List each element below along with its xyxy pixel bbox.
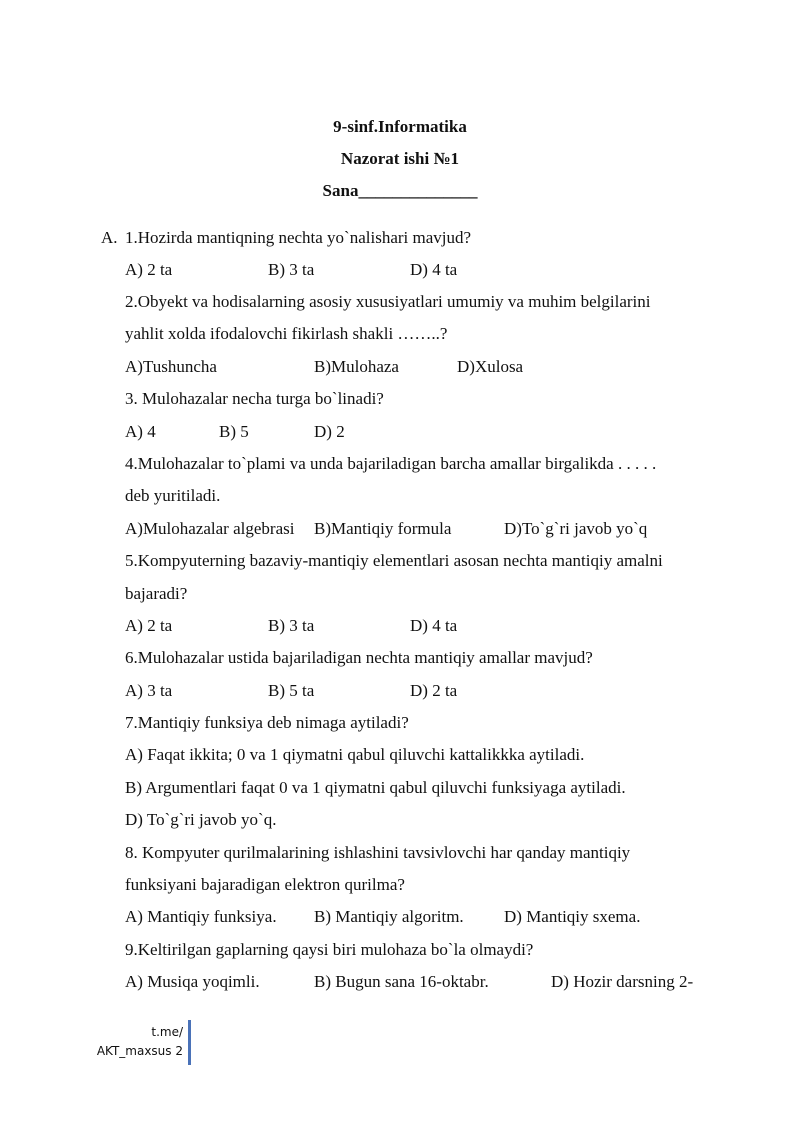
question-4-option-b: B)Mantiqiy formula	[314, 519, 452, 538]
question-2-option-a: A)Tushuncha	[125, 357, 217, 376]
question-4-option-d: D)To`g`ri javob yo`q	[504, 519, 648, 538]
question-4-text-line-1: 4.Mulohazalar to`plami va unda bajariladigan barcha amallar birgalikda . . . . .	[125, 454, 657, 473]
question-5-text-line-2: bajaradi?	[125, 584, 188, 603]
question-5-option-a: A) 2 ta	[125, 616, 173, 635]
question-6-option-b: B) 5 ta	[268, 681, 315, 700]
date-field-label: Sana______________	[322, 181, 478, 200]
question-5-option-b: B) 3 ta	[268, 616, 315, 635]
test-title-heading: Nazorat ishi №1	[340, 149, 460, 168]
question-8-option-b: B) Mantiqiy algoritm.	[314, 907, 464, 926]
question-8-option-d: D) Mantiqiy sxema.	[504, 907, 641, 926]
question-7-option-a: A) Faqat ikkita; 0 va 1 qiymatni qabul qiluvchi kattalikkka aytiladi.	[125, 745, 585, 764]
footer-channel-label	[80, 1023, 183, 1061]
question-9-option-d: D) Hozir darsning 2-	[551, 972, 694, 991]
question-3-text: 3. Mulohazalar necha turga bo`linadi?	[125, 389, 384, 408]
question-8-option-a: A) Mantiqiy funksiya.	[125, 907, 277, 926]
question-5-option-d: D) 4 ta	[410, 616, 458, 635]
question-2-option-d: D)Xulosa	[457, 357, 524, 376]
question-5-text-line-1: 5.Kompyuterning bazaviy-mantiqiy elementlari asosan nechta mantiqiy amalni	[125, 551, 663, 570]
question-4-option-a: A)Mulohazalar algebrasi	[125, 519, 295, 538]
question-8-text-line-2: funksiyani bajaradigan elektron qurilma?	[125, 875, 405, 894]
question-2-text-line-2: yahlit xolda ifodalovchi fikirlash shakli ……..?	[125, 324, 448, 343]
grade-subject-heading: 9-sinf.Informatika	[333, 117, 467, 136]
question-9-option-a: A) Musiqa yoqimli.	[125, 972, 260, 991]
question-6-option-d: D) 2 ta	[410, 681, 458, 700]
question-7-option-d: D) To`g`ri javob yo`q.	[125, 810, 277, 829]
question-4-text-line-2: deb yuritiladi.	[125, 486, 221, 505]
question-3-option-d: D) 2	[314, 422, 345, 441]
question-1-option-b: B) 3 ta	[268, 260, 315, 279]
question-1-option-d: D) 4 ta	[410, 260, 458, 279]
footer-accent-bar	[188, 1020, 191, 1065]
question-1-option-a: A) 2 ta	[125, 260, 173, 279]
question-7-option-b: B) Argumentlari faqat 0 va 1 qiymatni qabul qiluvchi funksiyaga aytiladi.	[125, 778, 626, 797]
section-letter: A.	[101, 228, 118, 247]
question-9-option-b: B) Bugun sana 16-oktabr.	[314, 972, 489, 991]
question-3-option-b: B) 5	[219, 422, 249, 441]
question-6-text: 6.Mulohazalar ustida bajariladigan nechta mantiqiy amallar mavjud?	[125, 648, 593, 667]
footer-line-1: t.me/	[151, 1025, 183, 1039]
question-3-option-a: A) 4	[125, 422, 156, 441]
question-1-text: 1.Hozirda mantiqning nechta yo`nalishari mavjud?	[125, 228, 472, 247]
question-8-text-line-1: 8. Kompyuter qurilmalarining ishlashini tavsivlovchi har qanday mantiqiy	[125, 843, 631, 862]
question-2-option-b: B)Mulohaza	[314, 357, 399, 376]
question-2-text-line-1: 2.Obyekt va hodisalarning asosiy xususiyatlari umumiy va muhim belgilarini	[125, 292, 651, 311]
question-9-text: 9.Keltirilgan gaplarning qaysi biri mulohaza bo`la olmaydi?	[125, 940, 534, 959]
footer-line-2: AKT_maxsus 2	[96, 1044, 183, 1058]
question-7-text: 7.Mantiqiy funksiya deb nimaga aytiladi?	[125, 713, 409, 732]
question-6-option-a: A) 3 ta	[125, 681, 173, 700]
